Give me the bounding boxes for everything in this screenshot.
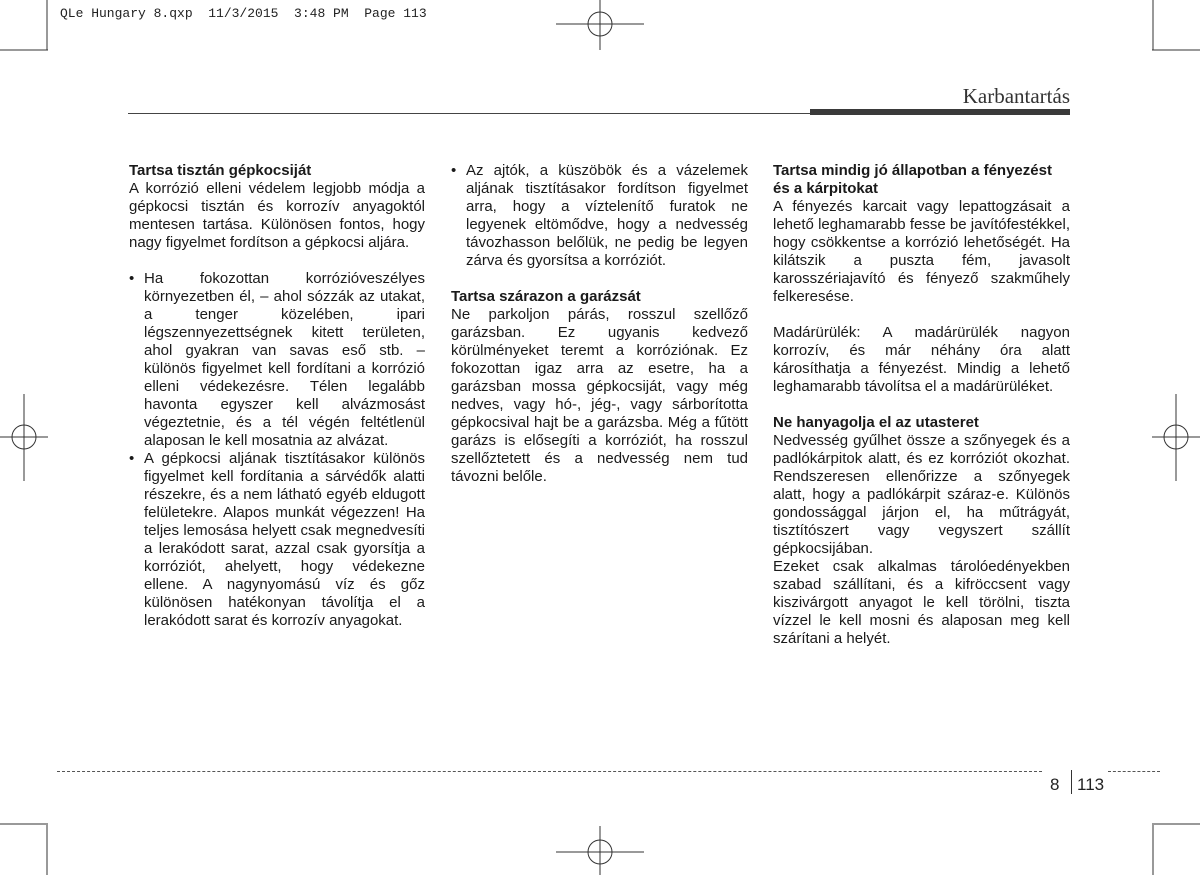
paragraph-containers: Ezeket csak alkalmas tárolóedényekben szabad szállítani, és a kifröccsent vagy kiszivárgott anyagot le kell törölni, tiszta vízzel le kell mosni és alaposan meg kell szárítani a helyét. [773, 558, 1070, 647]
column-3 [773, 162, 1070, 648]
heading-keep-car-clean: Tartsa tisztán gépkocsiját [129, 162, 312, 179]
list-item: • Ha fokozottan korrózióveszélyes környezetben él, – ahol sózzák az utakat, a tenger közelében, ipari légszennyezettségnek kitett területen, ahol gyakran van savas eső stb. – különös figyelmet kell fordítani a korrózió elleni védekezésre. Télen legalább havonta egyszer kell alvázmosást végeztetnie, és a tél végén feltétlenül alaposan le kell mosatnia az alvázat. [129, 270, 425, 450]
paragraph-interior: Nedvesség gyűlhet össze a szőnyegek és a padlókárpitok alatt, és ez korróziót okozhat. Rendszeresen ellenőrizze a szőnyegek alatt, hogy a padlókárpit száraz-e. Különös gondossággal járjon el, ha műtrágyát, tisztítószert vagy vegyszert szállít gépkocsijában. [773, 432, 1070, 557]
bullet-list-col1 [129, 270, 425, 630]
page-number-divider [1071, 770, 1072, 794]
heading-keep-garage-dry: Tartsa szárazon a garázsát [451, 288, 641, 305]
footer-rule-right [1108, 771, 1160, 772]
paragraph-intro: A korrózió elleni védelem legjobb módja a gépkocsi tisztán és korrozív anyagoktól mentesen tartása. Különösen fontos, hogy nagy figyelmet fordítson a gépkocsi aljára. [129, 180, 425, 251]
list-item: • Az ajtók, a küszöbök és a vázelemek aljának tisztításakor fordítson figyelmet arra, hogy a víztelenítő furatok ne legyenek eltömődve, hogy a nedvesség távozhasson belőlük, ne pedig be legyen zárva és gyorsítsa a korróziót. [451, 162, 748, 270]
paragraph-bird-droppings: Madárürülék: A madárürülék nagyon korrozív, és már néhány óra alatt károsíthatja a fényezést. Mindig a lehető leghamarabb távolítsa el a madárürüléket. [773, 324, 1070, 395]
registration-mark-top [556, 0, 644, 50]
page-number: 113 [1077, 775, 1105, 794]
registration-mark-bottom [556, 826, 644, 875]
footer-rule-left [57, 771, 1042, 772]
header-rule-accent [810, 109, 1070, 115]
column-2 [451, 162, 748, 486]
column-1 [129, 162, 425, 630]
registration-mark-right [1152, 394, 1200, 481]
bullet-list-col2 [451, 162, 748, 270]
registration-mark-left [0, 394, 48, 481]
heading-interior: Ne hanyagolja el az utasteret [773, 414, 979, 431]
paragraph-garage: Ne parkoljon párás, rosszul szellőző garázsban. Ez ugyanis kedvező körülményeket teremt a korróziónak. Ez fokozottan igaz arra az esetre, ha a garázsban mossa gépkocsiját, vagy még nedves, vagy hó-, jég-, vagy sárborította gépkocsival hajt be a garázsba. Még a fűtött garázs is elősegíti a korróziót, ha rosszul szellőztetett és a nedvesség nem tud távozni belőle. [451, 306, 748, 485]
section-title: Karbantartás [962, 84, 1070, 108]
chapter-number: 8 [1050, 775, 1060, 794]
list-item: • A gépkocsi aljának tisztításakor különös figyelmet kell fordítania a sárvédők alatti részekre, és a nem látható egyéb eldugott felületekre. Alapos munkát végezzen! Ha teljes lemosása helyett csak megnedvesíti a lerakódott sarat, azzal csak gyorsítja a korróziót, ahelyett, hogy védekezne ellene. A nagynyomású víz és gőz különösen hatékonyan távolítja el a lerakódott sarat és korrozív anyagokat. [129, 450, 425, 630]
heading-paint-upholstery: Tartsa mindig jó állapotban a fényezést és a kárpitokat [773, 162, 1052, 197]
print-slug: QLe Hungary 8.qxp 11/3/2015 3:48 PM Page 113 [60, 6, 427, 21]
paragraph-paint: A fényezés karcait vagy lepattogzásait a lehető leghamarabb fesse be javítófestékkel, hogy csökkentse a korrózió lehetőségét. Ha kilátszik a puszta fém, javasolt karosszériajavító és fényező szakműhely felkeresése. [773, 198, 1070, 305]
